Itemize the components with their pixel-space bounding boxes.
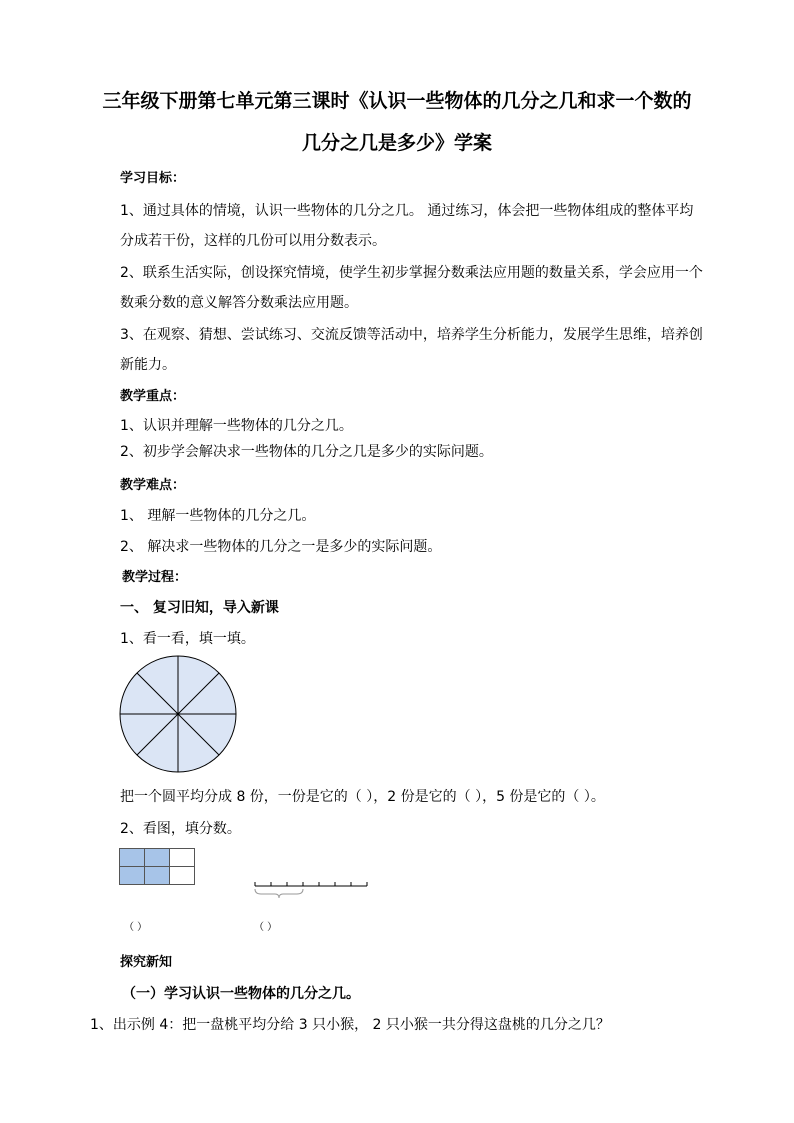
grid-cell-shaded	[145, 867, 170, 885]
number-line-answer-blank: （ ）	[254, 922, 278, 933]
objective-2-line-1: 2、联系生活实际，创设探究情境，使学生初步掌握分数乘法应用题的数量关系，学会应用一个	[120, 265, 703, 281]
process-heading: 教学过程：	[122, 570, 188, 585]
question-1-sentence: 把一个圆平均分成 8 份，一份是它的（ ），2 份是它的（ ），5 份是它的（ ）。	[120, 789, 605, 805]
objective-3-line-2: 新能力。	[120, 357, 176, 373]
difficulties-heading: 教学难点：	[120, 478, 186, 493]
circle-figure	[118, 654, 238, 774]
key-points-heading: 教学重点：	[120, 389, 186, 404]
objective-2-line-2: 数乘分数的意义解答分数乘法应用题。	[120, 295, 358, 311]
title-line-1: 三年级下册第七单元第三课时《认识一些物体的几分之几和求一个数的	[102, 90, 692, 112]
grid-cell-shaded	[120, 849, 145, 867]
title-line-2: 几分之几是多少》学案	[301, 132, 492, 154]
key-point-1: 1、认识并理解一些物体的几分之几。	[120, 418, 353, 434]
explore-heading: 探究新知	[120, 955, 173, 970]
objective-1-line-2: 分成若干份，这样的几份可以用分数表示。	[120, 233, 386, 249]
section-1-heading: 一、 复习旧知，导入新课	[120, 600, 279, 616]
grid-cells	[120, 849, 195, 885]
grid-figure	[119, 848, 195, 902]
grid-cell-shaded	[145, 849, 170, 867]
number-line-brace	[255, 889, 303, 898]
number-line	[255, 882, 367, 898]
objectives-heading: 学习目标：	[120, 171, 186, 186]
question-1: 1、看一看，填一填。	[120, 631, 255, 647]
subsection-1-heading: （一）学习认识一些物体的几分之几。	[122, 986, 360, 1002]
circle-divider-lines	[120, 656, 236, 772]
difficulty-2: 2、 解决求一些物体的几分之一是多少的实际问题。	[120, 539, 442, 555]
number-line-figure	[254, 878, 370, 914]
grid-cell-shaded	[120, 867, 145, 885]
grid-cell	[170, 867, 195, 885]
objective-1-line-1: 1、通过具体的情境，认识一些物体的几分之几。 通过练习，体会把一些物体组成的整体平均	[120, 203, 694, 219]
difficulty-1: 1、 理解一些物体的几分之几。	[120, 508, 316, 524]
key-point-2: 2、初步学会解决求一些物体的几分之几是多少的实际问题。	[120, 444, 493, 460]
example-4: 1、出示例 4：把一盘桃平均分给 3 只小猴， 2 只小猴一共分得这盘桃的几分之几？	[90, 1017, 610, 1033]
grid-answer-blank: （ ）	[124, 922, 148, 933]
question-2: 2、看图，填分数。	[120, 821, 241, 837]
objective-3-line-1: 3、在观察、猜想、尝试练习、交流反馈等活动中，培养学生分析能力，发展学生思维，培养创	[120, 327, 703, 343]
grid-cell	[170, 849, 195, 867]
